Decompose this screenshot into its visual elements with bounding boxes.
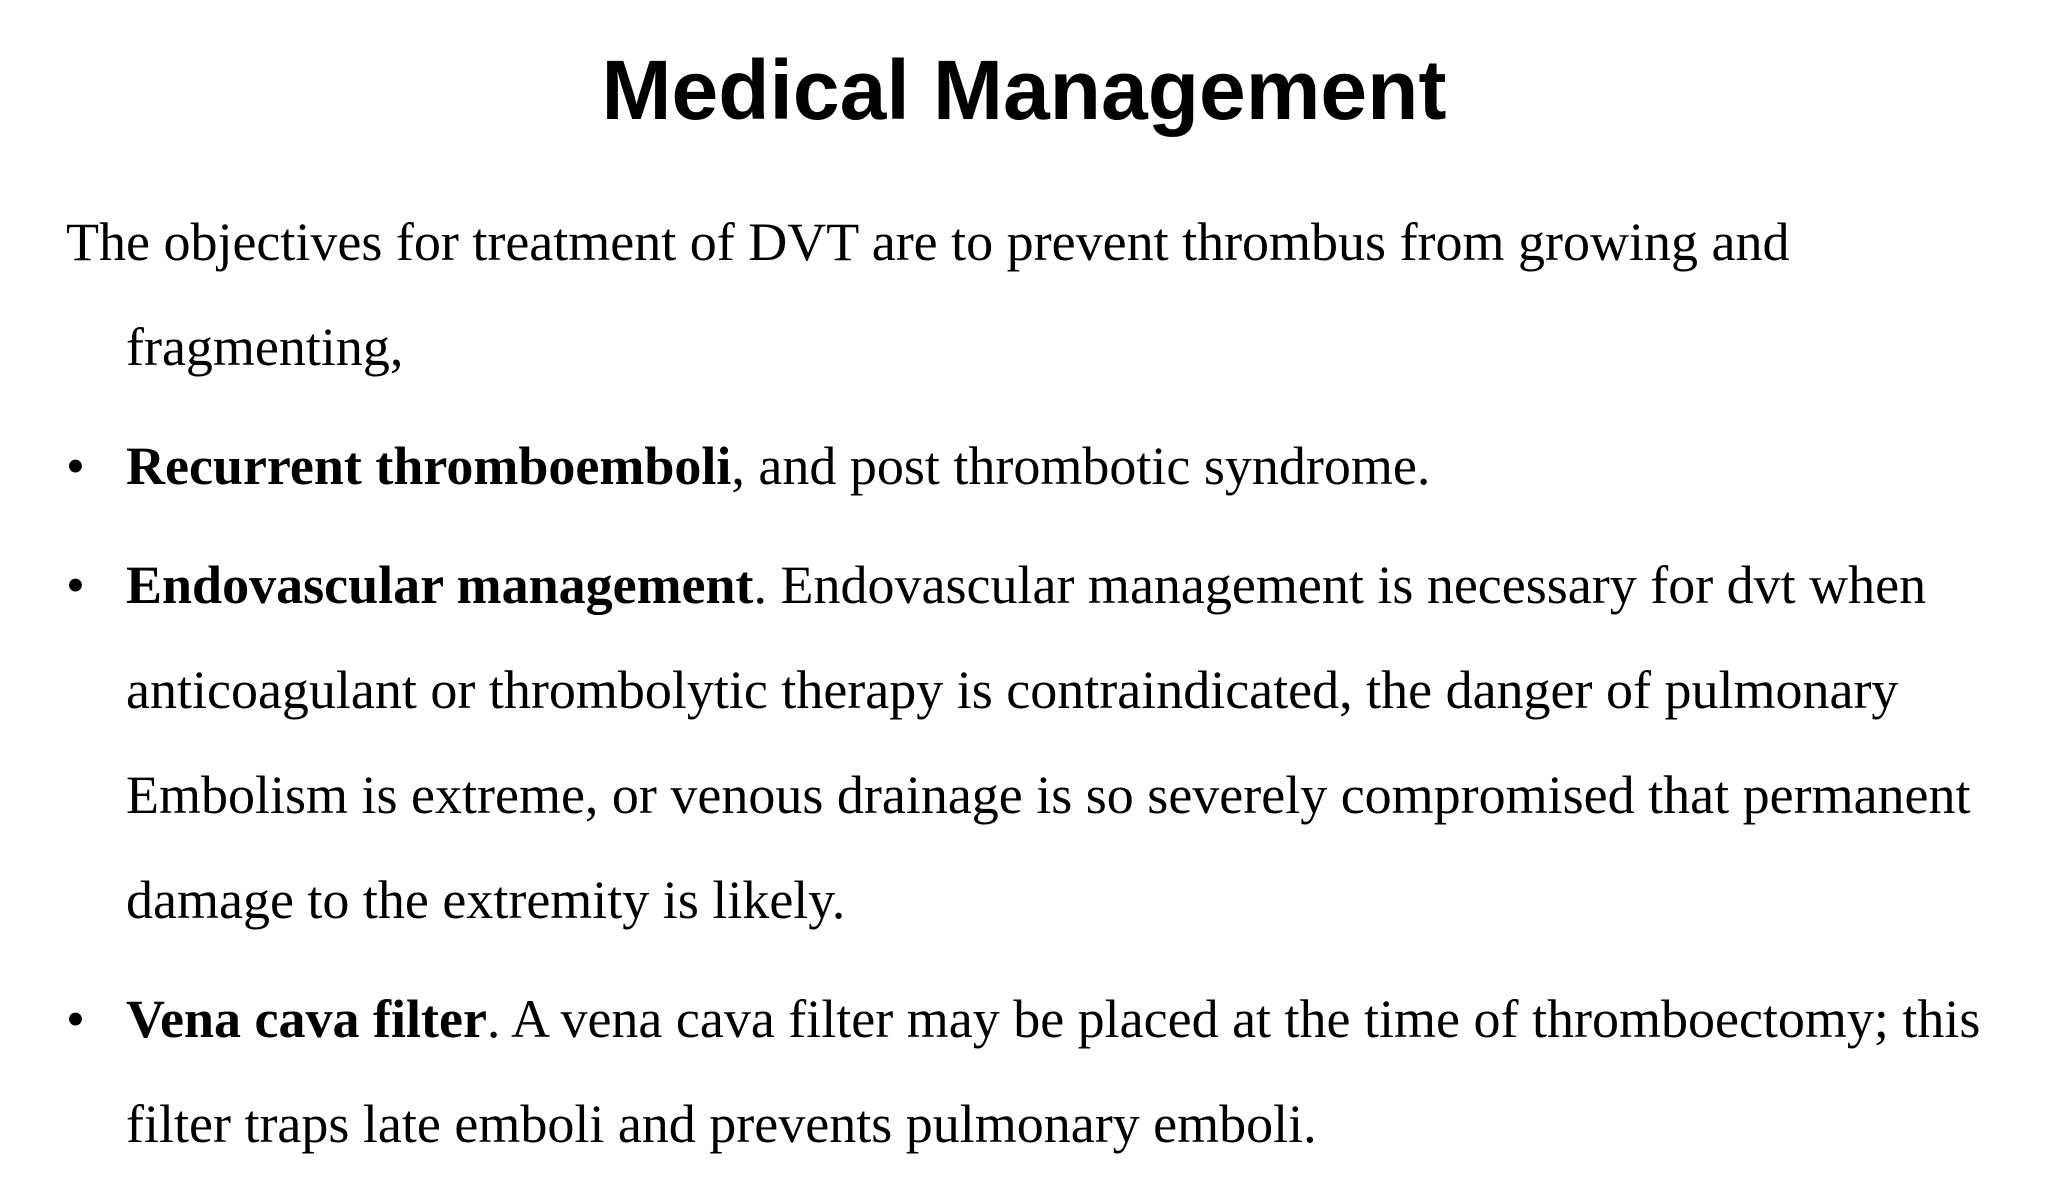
bullet-icon: • <box>66 989 85 1049</box>
bullet-term: Recurrent thromboemboli <box>126 436 732 496</box>
slide-body <box>66 190 1996 1191</box>
bullet-icon: • <box>66 555 85 615</box>
bullet-text: . A vena cava filter may be placed at the time of thromboectomy; this filter traps late emboli and prevents pulmonary emboli. <box>126 989 1981 1154</box>
bullet-item-endovascular-management <box>66 533 1996 953</box>
bullet-text: . Endovascular management is necessary for dvt when anticoagulant or thrombolytic therapy is contraindicated, the danger of pulmonary Embolism is extreme, or venous drainage is so severely compromised that permanent damage to the extremity is likely. <box>126 555 1971 930</box>
intro-paragraph: The objectives for treatment of DVT are to prevent thrombus from growing and fragmenting, <box>66 212 1790 377</box>
bullet-term: Endovascular management <box>126 555 754 615</box>
slide-title: Medical Management <box>601 43 1447 137</box>
bullet-icon: • <box>66 436 85 496</box>
bullet-item-vena-cava-filter <box>66 967 1996 1177</box>
bullet-text: , and post thrombotic syndrome. <box>731 436 1431 496</box>
bullet-item-recurrent-thromboemboli <box>66 414 1996 519</box>
bullet-term: Vena cava filter <box>126 989 487 1049</box>
